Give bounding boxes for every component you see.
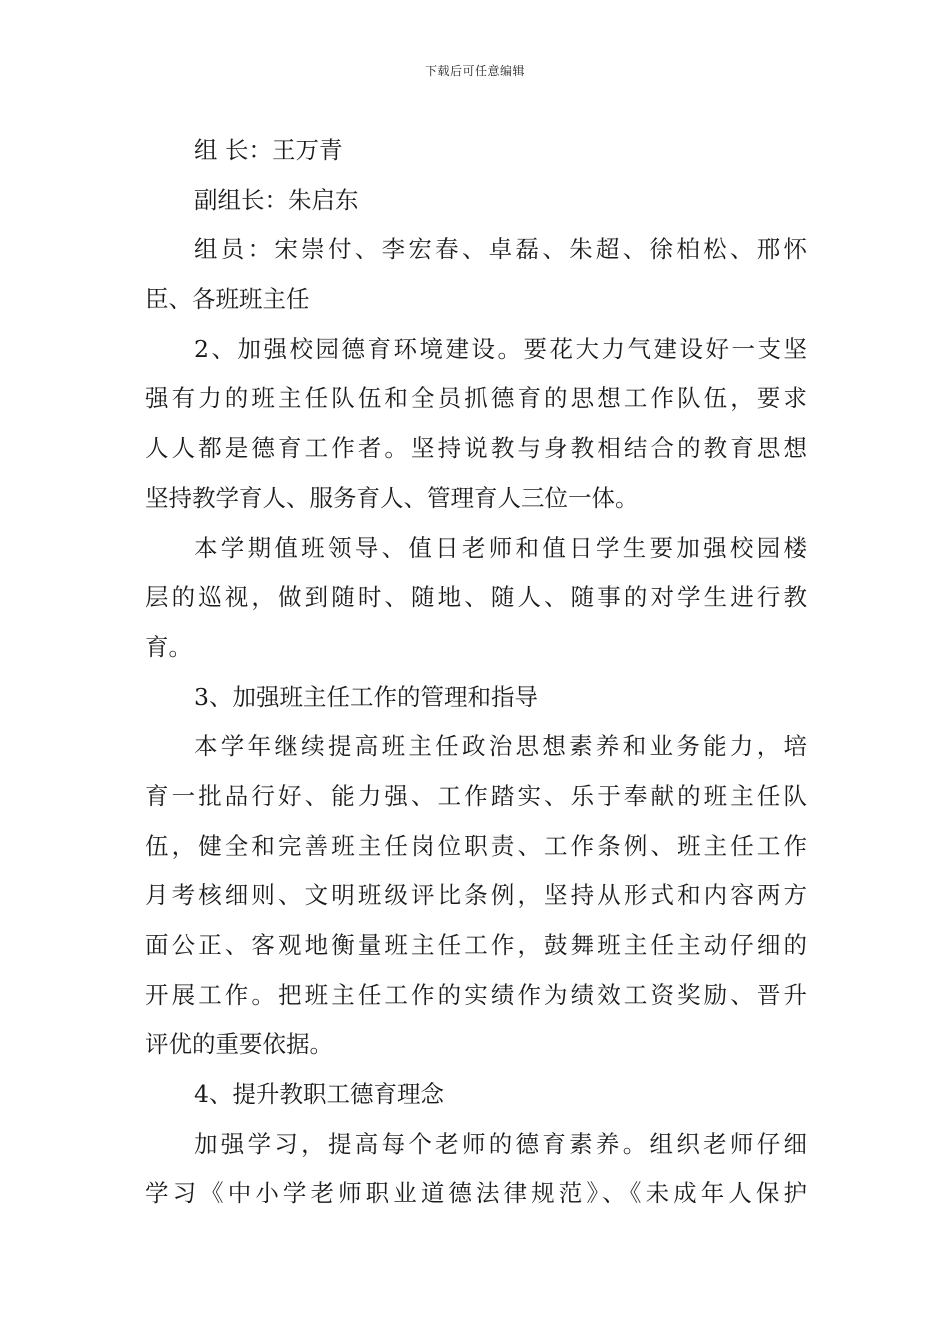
text-line: 2、加强校园德育环境建设。要花大力气建设好一支坚 [194,334,807,363]
text-line: 本学年继续提高班主任政治思想素养和业务能力，培 [194,732,807,761]
text-line: 育。 [145,632,192,661]
text-line: 副组长：朱启东 [194,185,359,214]
page-header: 下载后可任意编辑 [424,64,525,78]
text-line: 人人都是德育工作者。坚持说教与身教相结合的教育思想 [145,434,807,463]
text-line: 评优的重要依据。 [145,1030,333,1059]
text-line: 学习《中小学老师职业道德法律规范》、《未成年人保护 [145,1179,807,1208]
document-body [145,126,807,1219]
text-line: 育一批品行好、能力强、工作踏实、乐于奉献的班主任队 [145,781,807,810]
text-line: 开展工作。把班主任工作的实绩作为绩效工资奖励、晋升 [145,980,807,1009]
text-line: 4、提升教职工德育理念 [194,1080,444,1109]
text-line: 坚持教学育人、服务育人、管理育人三位一体。 [145,483,639,512]
text-line: 组员：宋崇付、李宏春、卓磊、朱超、徐柏松、邢怀 [194,235,807,264]
text-line: 层的巡视，做到随时、随地、随人、随事的对学生进行教 [145,583,807,612]
text-line: 臣、各班班主任 [145,285,310,314]
text-line: 加强学习，提高每个老师的德育素养。组织老师仔细 [194,1129,807,1158]
text-line: 月考核细则、文明班级评比条例，坚持从形式和内容两方 [145,881,807,910]
text-line: 本学期值班领导、值日老师和值日学生要加强校园楼 [194,533,807,562]
text-line: 强有力的班主任队伍和全员抓德育的思想工作队伍，要求 [145,384,807,413]
text-line: 面公正、客观地衡量班主任工作，鼓舞班主任主动仔细的 [145,931,807,959]
text-line: 组 长：王万青 [194,136,343,164]
text-line: 伍，健全和完善班主任岗位职责、工作条例、班主任工作 [145,831,807,860]
text-line: 3、加强班主任工作的管理和指导 [194,682,538,711]
